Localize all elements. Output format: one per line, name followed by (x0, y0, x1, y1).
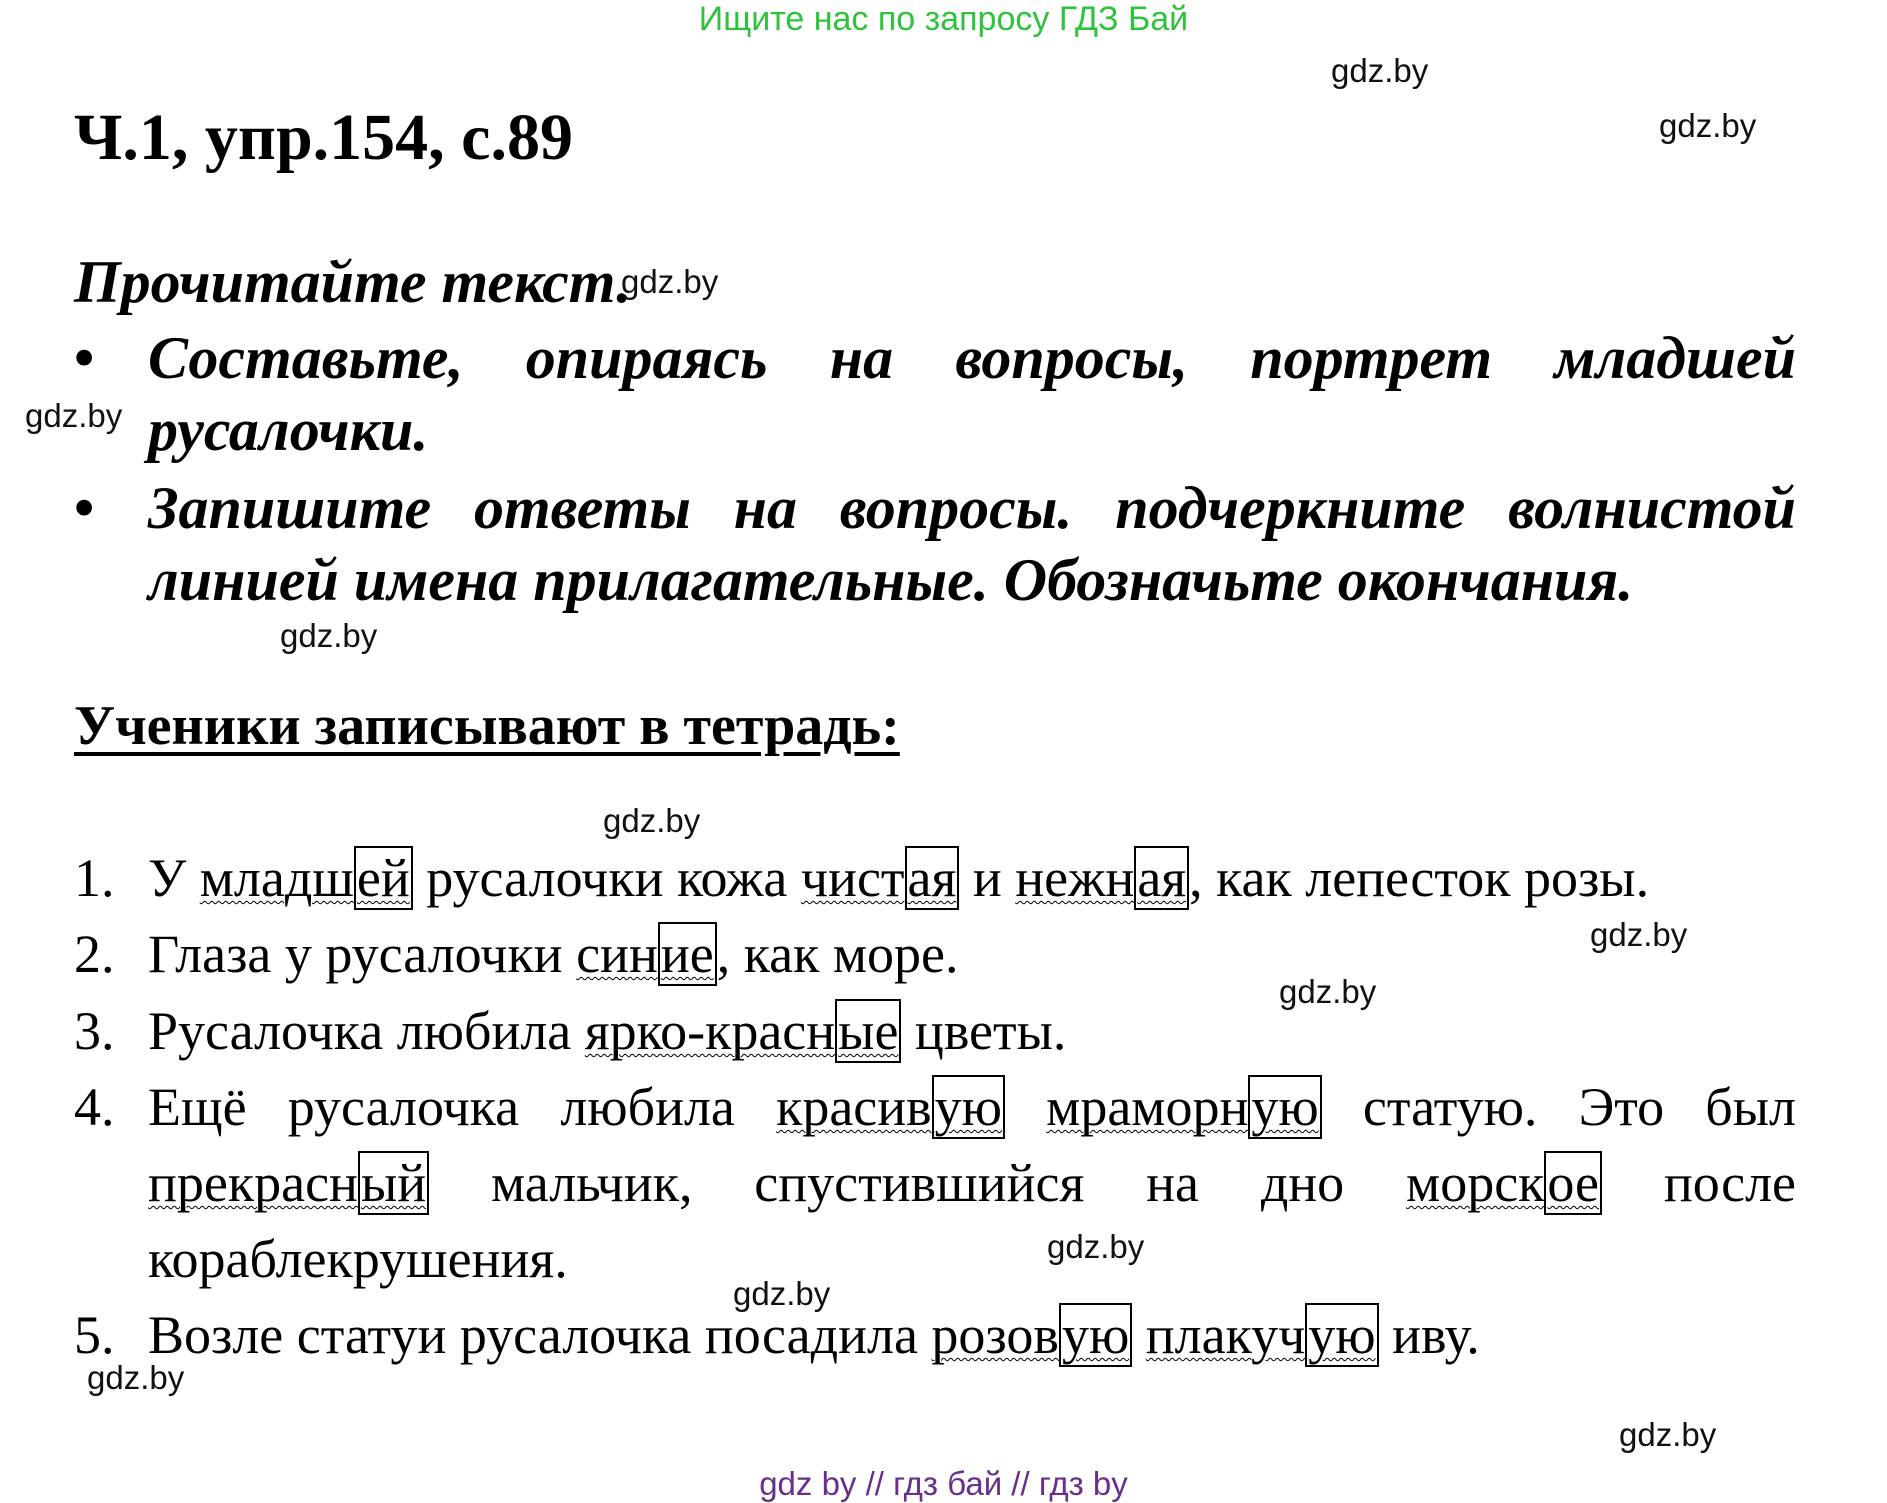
adjective-ending: ую (932, 1075, 1005, 1139)
answer-line (74, 993, 1796, 1069)
sentence-text: , как лепесток розы. (1189, 848, 1650, 908)
watermark: gdz.by (25, 397, 123, 434)
watermark: gdz.by (621, 263, 719, 300)
answer-number: 2. (74, 924, 115, 984)
answer-sentence (148, 1069, 1796, 1297)
adjective-stem: чист (800, 848, 905, 908)
instruction-heading: Прочитайте текст. (74, 249, 632, 315)
adjective (1046, 1075, 1322, 1139)
task-item (74, 322, 1796, 466)
answer-sentence (148, 840, 1796, 916)
answer-number: 1. (74, 848, 115, 908)
adjective-stem: ярко-красн (584, 1001, 836, 1061)
watermark: gdz.by (1331, 52, 1429, 89)
answer-sentence (148, 916, 1796, 992)
adjective-ending: ый (358, 1151, 429, 1215)
adjective (148, 1151, 429, 1215)
adjective (1146, 1303, 1379, 1367)
answer-number: 5. (74, 1305, 115, 1365)
sentence-text: после кораблекрушения. (148, 1153, 1796, 1289)
sentence-text: Возле статуи русалочка посадила (148, 1305, 932, 1365)
answer-sentence (148, 993, 1796, 1069)
adjective (801, 846, 959, 910)
exercise-title: Ч.1, упр.154, с.89 (74, 101, 573, 174)
watermark: gdz.by (733, 1275, 831, 1312)
sentence-text: русалочки кожа (412, 848, 801, 908)
answer-number: 4. (74, 1077, 115, 1137)
watermark: gdz.by (1619, 1416, 1717, 1453)
answer-line (74, 916, 1796, 992)
answer-number: 3. (74, 1001, 115, 1061)
answer-line (74, 1069, 1796, 1297)
watermark: gdz.by (280, 617, 378, 654)
adjective-stem: прекрасн (148, 1153, 358, 1213)
sentence-text: статую. Это был (1321, 1077, 1797, 1137)
task-text: Составьте, опираясь на вопросы, портрет младшей русалочки. (148, 325, 1796, 463)
adjective-ending: ую (1059, 1303, 1132, 1367)
watermark: gdz.by (1047, 1228, 1145, 1265)
adjective-stem: нежн (1015, 848, 1135, 908)
watermark: gdz.by (1279, 973, 1377, 1010)
watermark: gdz.by (87, 1359, 185, 1396)
adjective-stem: красив (776, 1077, 932, 1137)
adjective-ending: ая (1134, 846, 1189, 910)
adjective (585, 999, 902, 1063)
sentence-text (1005, 1077, 1046, 1137)
adjective (776, 1075, 1005, 1139)
adjective-stem: мраморн (1046, 1077, 1249, 1137)
answer-line (74, 840, 1796, 916)
sentence-text: цветы. (901, 1001, 1067, 1061)
adjective (1406, 1151, 1602, 1215)
task-text: Запишите ответы на вопросы. подчеркните волнистой линией имена прилагательные. Обозначьте окончания. (148, 475, 1796, 613)
adjective (200, 846, 413, 910)
bullet-icon: • (74, 325, 95, 390)
adjective-ending: ие (658, 922, 717, 986)
answers-heading: Ученики записывают в тетрадь: (74, 695, 900, 757)
sentence-text: Русалочка любила (148, 1001, 585, 1061)
answer-line (74, 1297, 1796, 1373)
adjective (931, 1303, 1132, 1367)
sentence-text: и (959, 848, 1016, 908)
adjective-ending: ое (1544, 1151, 1602, 1215)
watermark: gdz.by (1659, 107, 1757, 144)
watermark: gdz.by (603, 802, 701, 839)
adjective (1015, 846, 1189, 910)
adjective-ending: ая (905, 846, 960, 910)
adjective-ending: ей (354, 846, 413, 910)
answer-sentence (148, 1297, 1796, 1373)
sentence-text: мальчик, спустившийся на дно (429, 1153, 1407, 1213)
adjective-ending: ую (1248, 1075, 1321, 1139)
adjective (576, 922, 717, 986)
sentence-text (1132, 1305, 1146, 1365)
adjective-stem: морск (1406, 1153, 1545, 1213)
sentence-text: У (148, 848, 200, 908)
bullet-icon: • (74, 475, 95, 540)
sentence-text: Ещё русалочка любила (148, 1077, 777, 1137)
bottom-links[interactable]: gdz by // гдз бай // гдз by (759, 1465, 1128, 1502)
sentence-text: Глаза у русалочки (148, 924, 577, 984)
task-item (74, 472, 1796, 616)
adjective-stem: розов (931, 1305, 1059, 1365)
adjective-stem: плакуч (1145, 1305, 1306, 1365)
watermark: gdz.by (1590, 916, 1688, 953)
adjective-ending: ые (835, 999, 901, 1063)
sentence-text: , как море. (716, 924, 959, 984)
sentence-text: иву. (1378, 1305, 1480, 1365)
adjective-stem: младш (199, 848, 354, 908)
adjective-ending: ую (1305, 1303, 1378, 1367)
top-banner: Ищите нас по запросу ГДЗ Бай (698, 0, 1189, 38)
adjective-stem: син (576, 924, 658, 984)
